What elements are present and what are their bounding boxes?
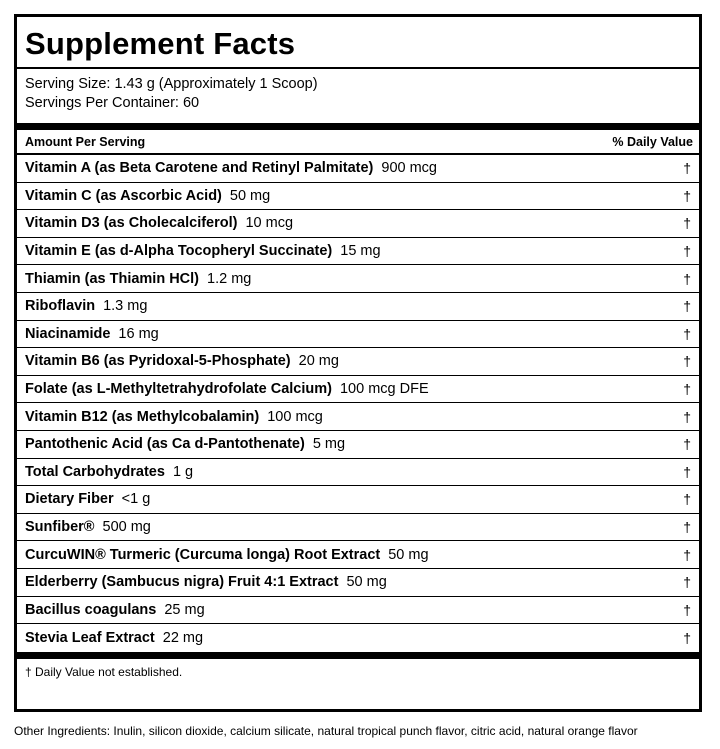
daily-value-mark: † — [683, 574, 691, 591]
nutrient-name: Vitamin A (as Beta Carotene and Retinyl Palmitate) — [25, 160, 374, 177]
nutrient-name: CurcuWIN® Turmeric (Curcuma longa) Root Extract — [25, 546, 381, 563]
nutrient-amount: 1.3 mg — [103, 298, 148, 315]
nutrient-entry — [25, 188, 270, 204]
nutrient-name: Elderberry (Sambucus nigra) Fruit 4:1 Extract — [25, 574, 339, 591]
nutrient-entry — [25, 630, 203, 646]
daily-value-mark: † — [683, 408, 691, 425]
nutrient-row — [17, 541, 699, 569]
daily-value-mark: † — [683, 436, 691, 453]
nutrient-row — [17, 183, 699, 211]
nutrient-name: Niacinamide — [25, 325, 111, 342]
nutrient-name: Total Carbohydrates — [25, 463, 165, 480]
nutrient-row — [17, 431, 699, 459]
nutrient-amount: 5 mg — [312, 436, 346, 453]
nutrient-name: Vitamin E (as d-Alpha Tocopheryl Succinate) — [25, 243, 333, 260]
nutrient-row — [17, 459, 699, 487]
supplement-facts-panel — [14, 14, 702, 712]
nutrient-amount: 50 mg — [388, 546, 429, 563]
nutrient-row — [17, 293, 699, 321]
nutrient-entry — [25, 574, 387, 590]
nutrient-amount: <1 g — [121, 491, 151, 508]
daily-value-mark: † — [683, 160, 691, 177]
nutrient-row — [17, 624, 699, 652]
nutrient-amount: 900 mcg — [381, 160, 437, 177]
daily-value-mark: † — [683, 215, 691, 232]
nutrient-entry — [25, 519, 151, 535]
nutrient-row — [17, 376, 699, 404]
daily-value-mark: † — [683, 629, 691, 646]
nutrient-name: Vitamin B6 (as Pyridoxal-5-Phosphate) — [25, 353, 291, 370]
nutrient-entry — [25, 491, 150, 507]
nutrient-entry — [25, 243, 381, 259]
nutrient-row — [17, 265, 699, 293]
nutrient-name: Dietary Fiber — [25, 491, 114, 508]
nutrient-entry — [25, 436, 345, 452]
nutrient-entry — [25, 271, 251, 287]
nutrient-entry — [25, 602, 205, 618]
nutrient-name: Riboflavin — [25, 298, 96, 315]
nutrient-row — [17, 403, 699, 431]
nutrient-entry — [25, 353, 339, 369]
daily-value-mark: † — [683, 187, 691, 204]
nutrient-entry — [25, 547, 429, 563]
panel-title: Supplement Facts — [17, 17, 699, 69]
nutrient-name: Pantothenic Acid (as Ca d-Pantothenate) — [25, 436, 305, 453]
nutrient-amount: 25 mg — [164, 601, 205, 618]
nutrient-entry — [25, 160, 437, 176]
nutrient-name: Stevia Leaf Extract — [25, 629, 155, 646]
thick-divider — [17, 123, 699, 130]
daily-value-mark: † — [683, 325, 691, 342]
nutrient-amount: 15 mg — [340, 243, 381, 260]
nutrient-amount: 1 g — [172, 463, 194, 480]
nutrient-amount: 16 mg — [118, 325, 159, 342]
daily-value-mark: † — [683, 353, 691, 370]
daily-value-mark: † — [683, 243, 691, 260]
nutrient-name: Bacillus coagulans — [25, 601, 157, 618]
nutrient-row — [17, 210, 699, 238]
nutrient-row — [17, 569, 699, 597]
column-header — [17, 130, 699, 155]
thick-divider-bottom — [17, 652, 699, 659]
servings-per-container: Servings Per Container: 60 — [25, 95, 200, 111]
nutrient-row — [17, 238, 699, 266]
daily-value-mark: † — [683, 601, 691, 618]
nutrient-amount: 50 mg — [229, 187, 271, 204]
nutrient-name: Vitamin D3 (as Cholecalciferol) — [25, 215, 238, 232]
daily-value-mark: † — [683, 270, 691, 287]
nutrient-row — [17, 321, 699, 349]
daily-value-mark: † — [683, 298, 691, 315]
serving-info — [17, 69, 699, 123]
nutrient-list — [17, 155, 699, 652]
nutrient-entry — [25, 326, 159, 342]
nutrient-entry — [25, 464, 193, 480]
daily-value-label: % Daily Value — [612, 134, 693, 149]
amount-per-serving-label: Amount Per Serving — [25, 134, 146, 149]
serving-size: Serving Size: 1.43 g (Approximately 1 Scoop) — [25, 76, 318, 92]
daily-value-mark: † — [683, 546, 691, 563]
nutrient-row — [17, 486, 699, 514]
nutrient-name: Vitamin B12 (as Methylcobalamin) — [25, 408, 260, 425]
footnote: † Daily Value not established. — [25, 664, 183, 679]
nutrient-name: Sunfiber® — [25, 519, 95, 536]
nutrient-name: Vitamin C (as Ascorbic Acid) — [25, 187, 222, 204]
nutrient-amount: 100 mcg — [267, 408, 323, 425]
nutrient-amount: 1.2 mg — [207, 270, 252, 287]
nutrient-amount: 22 mg — [162, 629, 204, 646]
nutrient-row — [17, 155, 699, 183]
nutrient-entry — [25, 215, 293, 231]
daily-value-mark: † — [683, 463, 691, 480]
nutrient-amount: 10 mcg — [245, 215, 294, 232]
nutrient-amount: 20 mg — [298, 353, 339, 370]
nutrient-row — [17, 348, 699, 376]
nutrient-name: Folate (as L-Methyltetrahydrofolate Calcium) — [25, 381, 332, 398]
nutrient-entry — [25, 409, 323, 425]
nutrient-amount: 100 mcg DFE — [339, 381, 429, 398]
nutrient-name: Thiamin (as Thiamin HCl) — [25, 270, 200, 287]
daily-value-mark: † — [683, 519, 691, 536]
nutrient-entry — [25, 298, 147, 314]
nutrient-amount: 500 mg — [102, 519, 151, 536]
nutrient-entry — [25, 381, 429, 397]
nutrient-amount: 50 mg — [346, 574, 387, 591]
daily-value-mark: † — [683, 491, 691, 508]
daily-value-mark: † — [683, 381, 691, 398]
nutrient-row — [17, 514, 699, 542]
nutrient-row — [17, 597, 699, 625]
other-ingredients: Other Ingredients: Inulin, silicon dioxide, calcium silicate, natural tropical punch flavor, citric acid, natural orange flavor — [14, 724, 638, 738]
